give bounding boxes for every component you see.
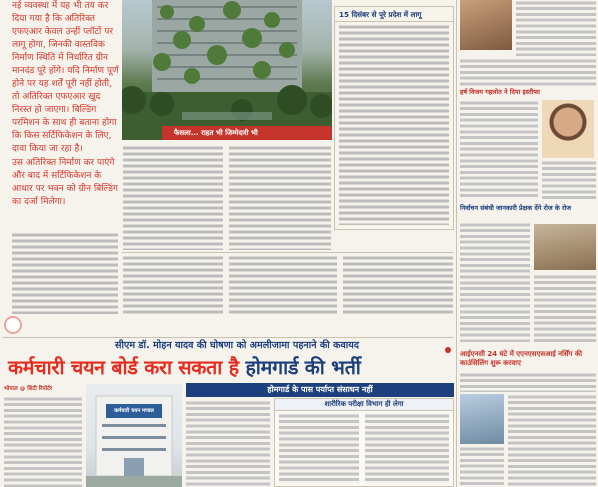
article-intro-column-1: [123, 145, 223, 250]
photo-caption-bar: फैसला... राहत भी जिम्मेदारी भी: [162, 126, 332, 140]
subhead-text: होमगार्ड के पास पर्याप्त संसाधन नहीं: [267, 385, 373, 394]
story-body-row2: [123, 255, 453, 315]
main-story-byline: भोपाल @ सिटी रिपोर्टर: [4, 386, 53, 392]
sidebar-top-story: [460, 0, 596, 58]
building-signboard: कर्मचारी चयन मण्डल: [114, 408, 154, 414]
left-column-row2: [2, 232, 120, 314]
election-heading: निर्वाचन संबंधी जानकारी प्रेक्षक देंगे रोज के रोज: [460, 204, 571, 212]
main-story-headline: [8, 354, 454, 382]
headline-part-2: होमगार्ड की भर्ती: [245, 356, 361, 379]
green-building-photo: [122, 0, 332, 140]
nursing-heading: आईएनसी 24 घंटे में एएनएसएसआई नर्सिंग की काउंसिलिंग शुरू करवाए: [460, 350, 583, 367]
resign-heading: हर्ष विजय गहलोत ने दिया इस्तीफा: [460, 88, 540, 96]
portrait-photo: [542, 100, 594, 158]
main-story-kicker: सीएम डॉ. मोहन यादव की घोषणा को अमलीजामा पहनाने की कवायद: [115, 340, 359, 351]
red-dot-icon: [445, 347, 451, 353]
green-building-box: [334, 6, 454, 230]
official-photo: [534, 224, 596, 270]
main-story-col-1: [4, 396, 82, 487]
sidebar-nursing-story: [460, 350, 596, 487]
article-intro-column-2: [229, 145, 331, 250]
sidebar-resign-story: [460, 88, 596, 200]
physical-test-box: [274, 398, 454, 487]
main-story-subhead: [186, 383, 454, 397]
left-callout: [2, 0, 120, 228]
physical-test-title: शारीरिक परीक्षा विभाग ही लेगा: [275, 399, 453, 411]
board-building-photo: [86, 384, 182, 487]
headline-part-1: कर्मचारी चयन बोर्ड करा सकता है: [8, 356, 239, 379]
callout-paragraph-2: उस अतिरिक्त निर्माण कर पाएंगे और बाद में सर्टिफिकेशन के आधार पर भवन को ग्रीन बिल्डिंग का दर्जा मिलेगा।: [12, 158, 118, 207]
sidebar-top-photo: [460, 0, 512, 50]
sidebar-election-story: [460, 204, 596, 344]
main-story-col-2: [186, 400, 270, 487]
board-building-illustration: [86, 384, 182, 487]
nurse-photo: [460, 394, 504, 444]
box-title: 15 दिसंबर से पूरे प्रदेश में लागू: [335, 7, 453, 22]
building-illustration: [122, 0, 332, 140]
callout-paragraph-1: नई व्यवस्था में यह भी तय कर दिया गया है कि अतिरिक्त एफएआर केवल उन्हीं प्लॉटों पर लागू होगा, जिनकी वास्तविक निर्माण स्थिति में निर्धारित ग्रीन मानदंड पूरे होंगे। यदि निर्माण पूर्ण होने पर यह शर्तें पूरी नहीं होती, तो अतिरिक्त एफएआर खुद निरस्त हो जाएगा। बिल्डिंग परमिशन के साथ ही बताना होगा कि किस सर्टिफिकेशन के लिए, दावा किया जा रहा है।: [12, 1, 119, 154]
pin-bullet-icon: [4, 316, 22, 334]
